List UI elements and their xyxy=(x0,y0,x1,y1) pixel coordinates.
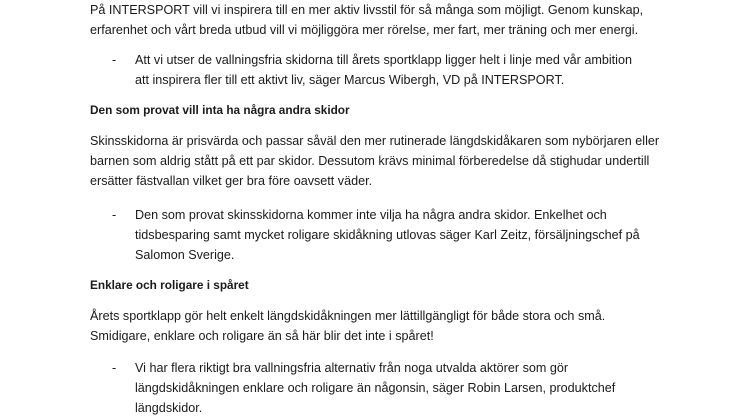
quote-1 xyxy=(135,50,695,90)
quote-2-line-3: Salomon Sverige. xyxy=(135,248,235,262)
quote-2-line-2: tidsbesparing samt mycket roligare skidåkning utlovas säger Karl Zeitz, försäljningschef på xyxy=(135,228,640,242)
quote-2 xyxy=(135,205,695,265)
quote-3-line-3: längdskidor. xyxy=(135,401,203,415)
quote-1-line-2: att inspirera fler till ett aktivt liv, säger Marcus Wibergh, VD på INTERSPORT. xyxy=(135,73,565,87)
intro-line-2: erfarenhet och vårt breda utbud vill vi möjliggöra mer rörelse, mer fart, mer träning och mer energi. xyxy=(90,23,639,37)
section-1-line-3: ersätter fästvallan vilket ger bra före oavsett väder. xyxy=(90,174,373,188)
section-1-paragraph xyxy=(90,131,690,191)
section-2-heading: Enklare och roligare i spåret xyxy=(90,278,249,292)
section-1-line-2: barnen som aldrig stått på ett par skidor. Dessutom krävs minimal förberedelse då stighudar undertill xyxy=(90,154,650,168)
section-2-paragraph xyxy=(90,306,690,346)
intro-paragraph xyxy=(90,0,690,40)
quote-2-line-1: Den som provat skinsskidorna kommer inte vilja ha några andra skidor. Enkelhet och xyxy=(135,208,607,222)
quote-2-dash: - xyxy=(112,208,117,222)
intro-line-1: På INTERSPORT vill vi inspirera till en mer aktiv livsstil för så många som möjligt. Genom kunskap, xyxy=(90,3,644,17)
quote-3-line-1: Vi har flera riktigt bra vallningsfria alternativ från noga utvalda aktörer som gör xyxy=(135,361,569,375)
section-1-heading: Den som provat vill inta ha några andra skidor xyxy=(90,103,350,117)
quote-1-line-1: Att vi utser de vallningsfria skidorna till årets sportklapp ligger helt i linje med vår ambition xyxy=(135,53,632,67)
section-1-line-1: Skinsskidorna är prisvärda och passar såväl den mer rutinerade längdskidåkaren som nybörjaren eller xyxy=(90,134,660,148)
quote-3 xyxy=(135,358,695,418)
quote-3-dash: - xyxy=(112,361,117,375)
quote-1-dash: - xyxy=(112,53,117,67)
section-2-line-2: Smidigare, enklare och roligare än så här blir det inte i spåret! xyxy=(90,329,434,343)
quote-3-line-2: längdskidåkningen enklare och roligare än någonsin, säger Robin Larsen, produktchef xyxy=(135,381,616,395)
section-2-line-1: Årets sportklapp gör helt enkelt längdskidåkningen mer lättillgängligt för både stora och små. xyxy=(90,309,606,323)
